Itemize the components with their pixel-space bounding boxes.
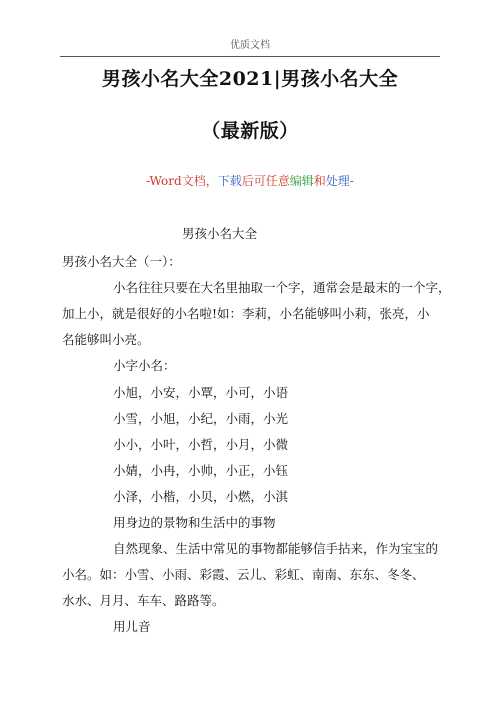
subtitle-part: 编辑: [289, 174, 314, 188]
paragraph-line: 加上小，就是很好的小名啦!如：李莉，小名能够叫小莉，张亮，小: [62, 306, 430, 321]
paragraph-line: 自然现象、生活中常见的事物都能够信手拈来，作为宝宝的: [113, 541, 439, 556]
subtitle-part: 处理: [325, 174, 350, 188]
subtitle-part: 下载: [217, 174, 242, 188]
section-label: 用儿音: [113, 619, 151, 634]
header-divider: [60, 56, 440, 57]
document-title: 男孩小名大全2021|男孩小名大全: [101, 68, 399, 90]
paragraph-line: 名能够叫小亮。: [62, 332, 150, 347]
document-title-edition: （最新版）: [201, 120, 299, 142]
subtitle-part: 和: [313, 174, 326, 188]
paragraph-line: 小名往往只要在大名里抽取一个字，通常会是最末的一个字，: [113, 280, 451, 295]
name-list-item: 小婧，小冉，小帅，小正，小钰: [113, 463, 289, 478]
subtitle-part: -: [349, 174, 354, 188]
paragraph-line: 小名。如：小雪、小雨、彩霞、云儿、彩虹、南南、东东、冬冬、: [62, 567, 425, 582]
name-list-item: 小泽，小楷，小贝，小燃，小淇: [113, 489, 289, 504]
list-label: 小字小名：: [113, 358, 176, 373]
subtitle: [0, 172, 500, 189]
name-list-item: 小旭，小安，小覃，小可，小语: [113, 385, 289, 400]
section-heading: 男孩小名大全: [182, 226, 258, 241]
subtitle-part: -Word文档，: [146, 174, 218, 188]
subtitle-part: 后可任意: [241, 174, 290, 188]
header-text: 优质文档: [230, 40, 270, 51]
name-list-item: 小小，小叶，小哲，小月，小微: [113, 437, 289, 452]
section-subheading: 男孩小名大全（一）：: [62, 254, 181, 269]
paragraph-line: 水水、月月、车车、路路等。: [62, 593, 225, 608]
section-label: 用身边的景物和生活中的事物: [113, 515, 276, 530]
name-list-item: 小雪，小旭，小纪，小雨，小光: [113, 411, 289, 426]
